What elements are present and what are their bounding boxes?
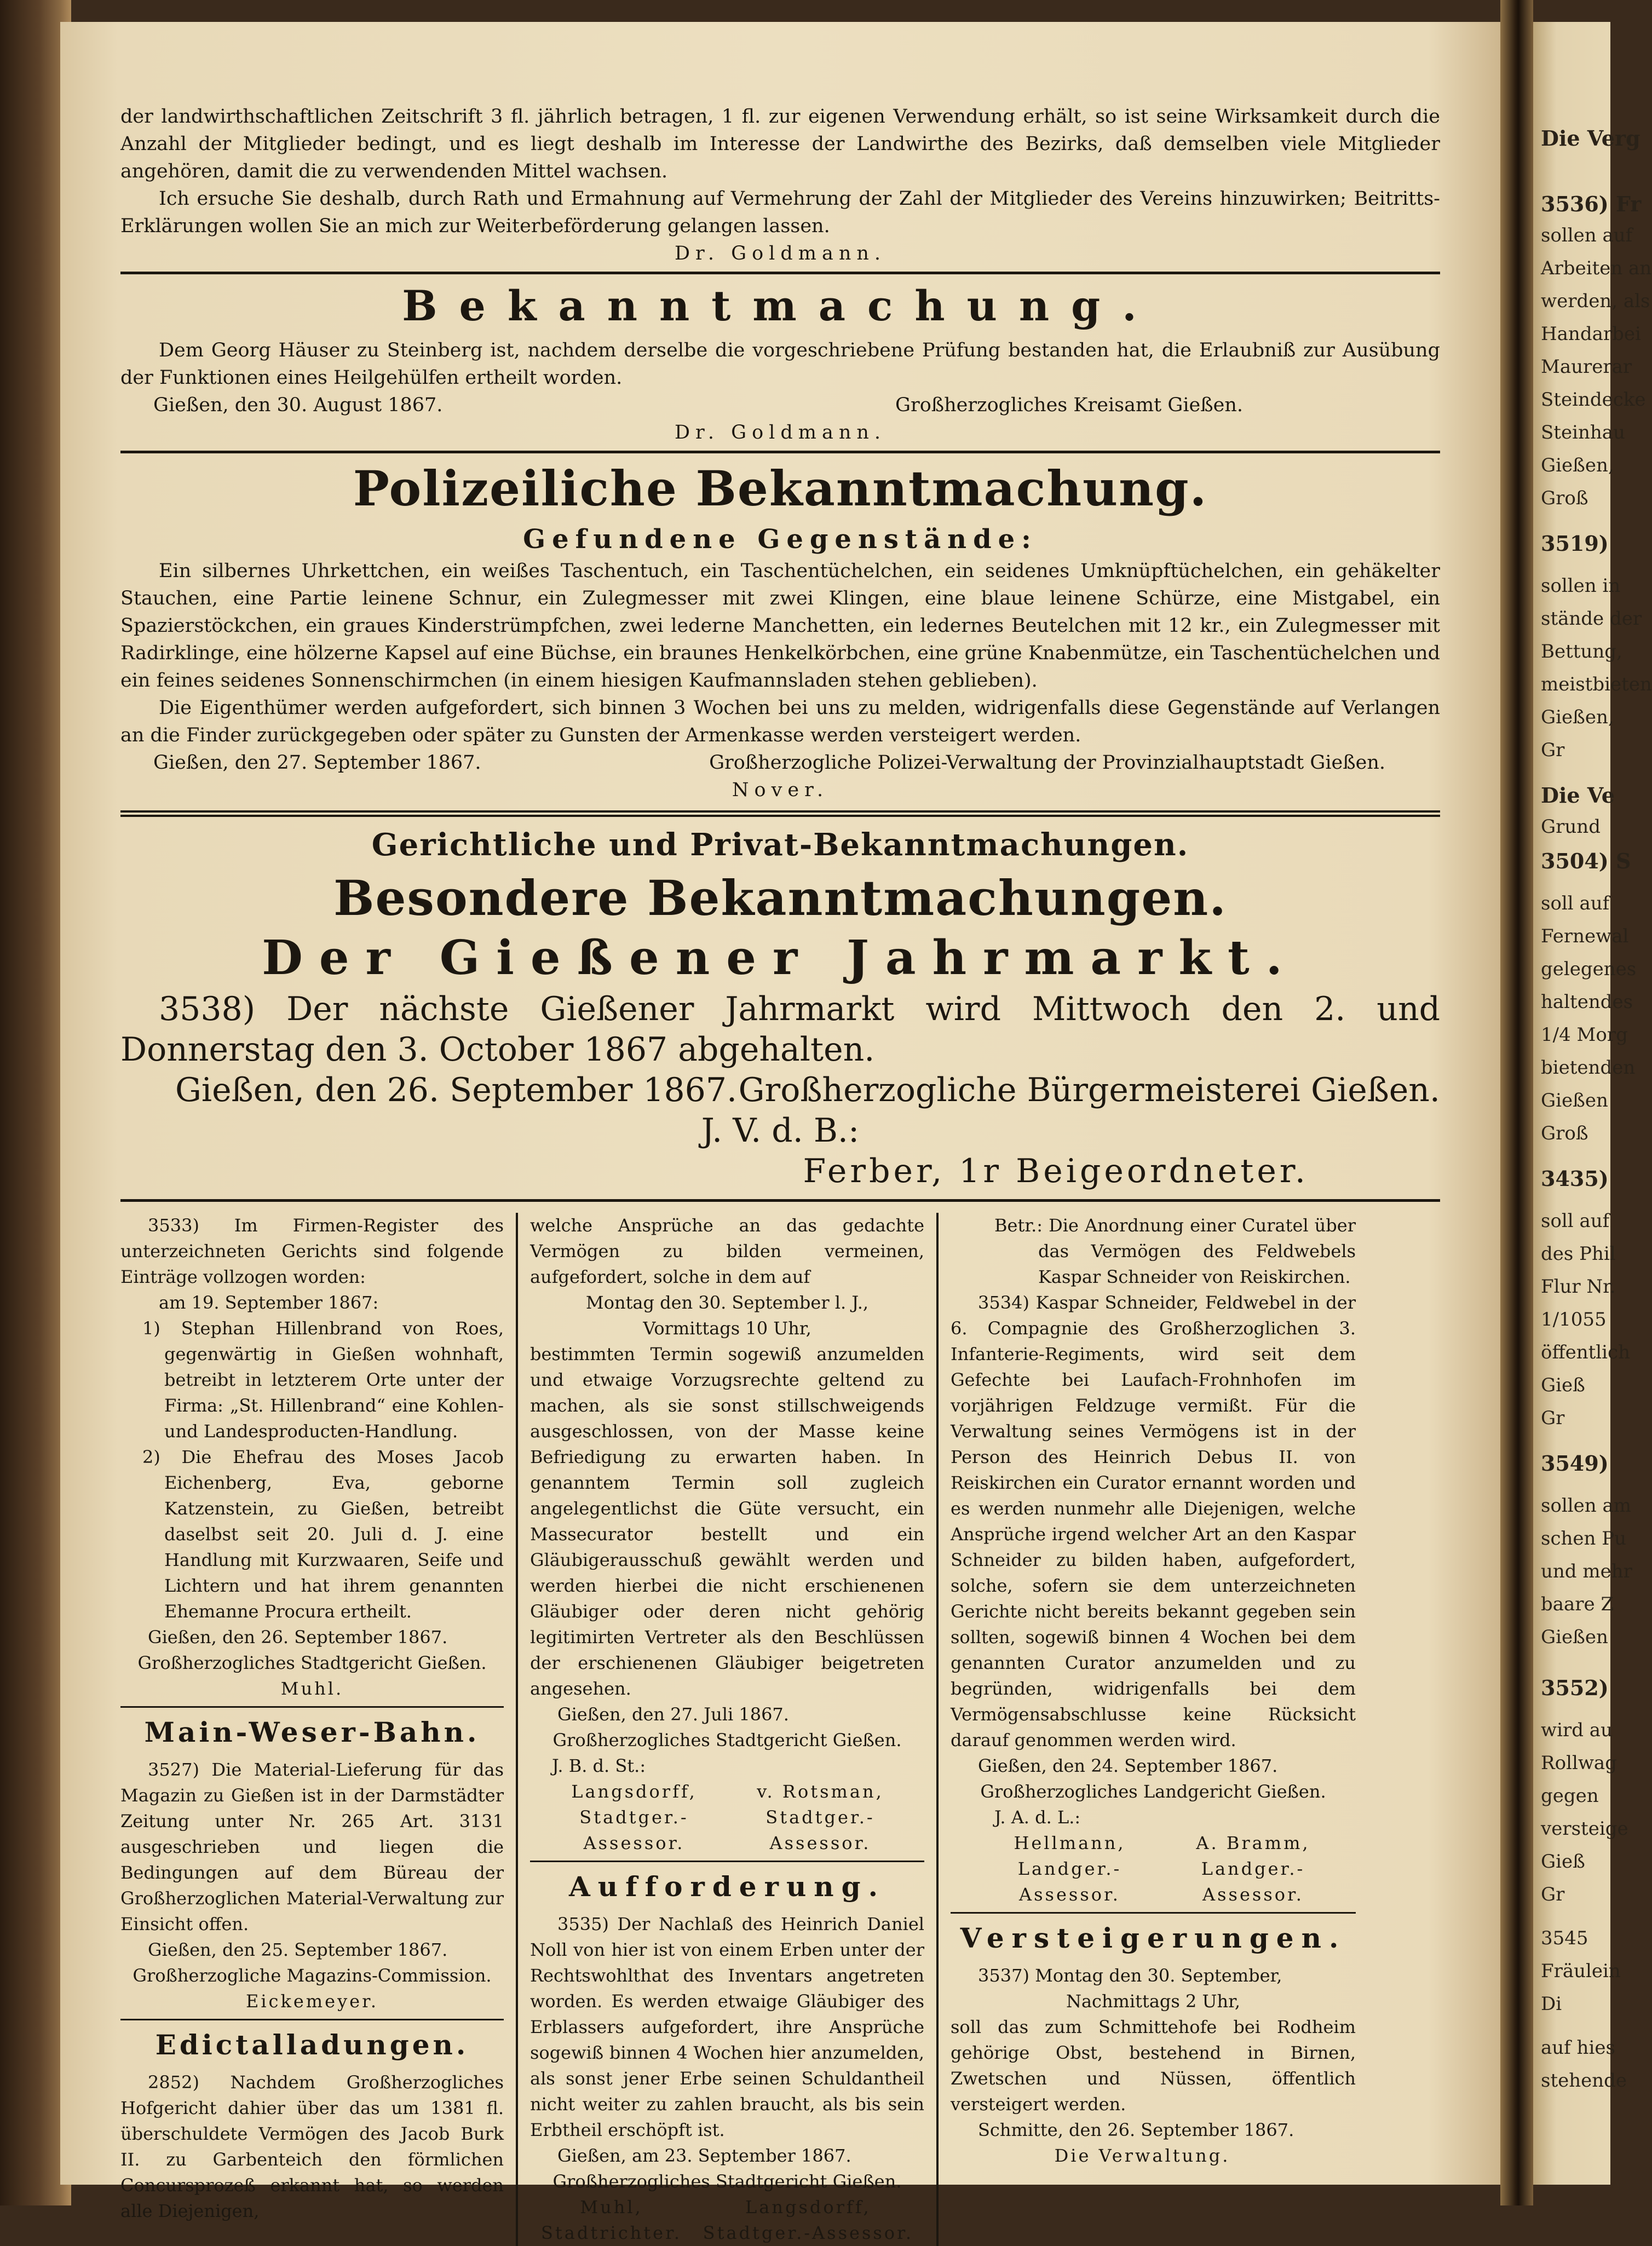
polizei-signature: Nover.: [732, 779, 829, 801]
right-page-fragment: Di: [1541, 1993, 1562, 2015]
notice-3537-signature: Die Verwaltung.: [1054, 2145, 1230, 2166]
notice-2852-cont2: bestimmten Termin sogewiß anzumelden und etwaige Vorzugsrechte geltend zu machen, als sie sonst stillschweigends ausgeschlossen, von der Masse keine Befriedigung zu erwarten haben. In genanntem Termin soll zugleich angelegentlichst die Güte versucht, ein Massecurator bestellt und ein Gläubigerausschuß gewählt werden und werden hierbei die nicht erschienenen Gläubiger oder deren nicht gehörig legitimirten Vertreter als den Beschlüssen der erschienenen Gläubiger beigetreten angesehen.: [530, 1344, 924, 1699]
notice-2852-authority: Großherzogliches Stadtgericht Gießen.: [552, 1730, 902, 1750]
notice-3535-signatures: [530, 2195, 924, 2246]
notice-2852-signatures: [530, 1779, 924, 1856]
notice-3527: 3527) Die Material-Lieferung für das Magazin zu Gießen ist in der Darmstädter Zeitung unter Nr. 265 Art. 3131 ausgeschrieben und liegen die Bedingungen auf dem Büreau der Großherzoglichen Material-Verwaltung zur Einsicht offen.: [120, 1759, 504, 1934]
right-page-fragment: Steinhau: [1541, 422, 1625, 444]
notice-2852-abbrev: J. B. d. St.:: [552, 1755, 646, 1776]
signature-name: Langsdorff,: [571, 1781, 697, 1802]
polizei-notice: Die Eigenthümer werden aufgefordert, sich binnen 3 Wochen bei uns zu melden, widrigenfalls diese Gegenstände auf Verlangen an die Finder zurückgegeben oder später zu Gunsten der Armenkasse werden versteigert werden.: [120, 697, 1440, 746]
right-page-fragment: gelegenes: [1541, 958, 1637, 980]
versteigerungen-heading: Versteigerungen.: [960, 1922, 1346, 1954]
notice-3533-date2: Gießen, den 26. September 1867.: [148, 1627, 448, 1648]
fair-abbrev: J. V. d. B.:: [701, 1112, 860, 1150]
column-3: [936, 1213, 1356, 2246]
notice-3533-intro: 3533) Im Firmen-Register des unterzeichneten Gerichts sind folgende Einträge vollzogen worden:: [120, 1215, 504, 1287]
signature-block: [541, 2195, 682, 2246]
right-page-fragment: sollen in: [1541, 575, 1621, 597]
right-page-fragment: Steindecke: [1541, 389, 1646, 411]
right-page-fragment: soll auf: [1541, 892, 1610, 914]
right-page-fragment: sollen auf: [1541, 224, 1633, 246]
signature-block: [703, 2195, 913, 2246]
right-page-fragment: soll auf: [1541, 1210, 1610, 1232]
book-gutter: [1500, 0, 1533, 2205]
signature-name: Muhl,: [580, 2197, 643, 2218]
fair-authority: Großherzogliche Bürgermeisterei Gießen.: [738, 1071, 1440, 1109]
right-page-fragment: stehende: [1541, 2070, 1627, 2092]
polizei-authority: Großherzogliche Polizei-Verwaltung der Provinzialhauptstadt Gießen.: [709, 752, 1385, 774]
right-page-edge: [1533, 22, 1652, 2185]
right-page-fragment: baare Z: [1541, 1593, 1614, 1615]
notice-3534: 3534) Kaspar Schneider, Feldwebel in der 6. Compagnie des Großherzoglichen 3. Infanterie-Regiments, wird seit dem Gefechte bei Laufach-Frohnhofen im vorjährigen Feldzuge vermißt. Für die Verwaltung seines Vermögens ist in der Person des Heinrich Debus II. von Reiskirchen ein Curator ernannt worden und es werden nunmehr alle Diejenigen, welche Ansprüche irgend welcher Art an den Kaspar Schneider zu bilden haben, aufgefordert, solche, sofern sie dem unterzeichneten Gerichte nicht bereits bekannt gegeben sein sollten, sogewiß binnen 4 Wochen bei dem genannten Curator anzumelden und zu begründen, widrigenfalls bei dem Vermögensabschlusse keine Rücksicht darauf genommen werden wird.: [951, 1292, 1356, 1750]
three-columns: [120, 1213, 1440, 2246]
bekanntmachung-authority: Großherzogliches Kreisamt Gießen.: [895, 394, 1243, 416]
signature-role: Stadtger.-Assessor.: [579, 1807, 689, 1853]
fair-heading: Der Gießener Jahrmarkt.: [262, 930, 1299, 986]
divider: [120, 451, 1440, 453]
section-heading: Gerichtliche und Privat-Bekanntmachungen.: [371, 827, 1189, 863]
signature-role: Stadtrichter.: [541, 2222, 682, 2243]
aufforderung-heading: Aufforderung.: [568, 1870, 886, 1903]
divider: [120, 1706, 504, 1708]
column-1: [120, 1213, 516, 2246]
bekanntmachung-date: Gießen, den 30. August 1867.: [153, 394, 443, 416]
right-page-fragment: haltendes: [1541, 991, 1633, 1013]
bekanntmachung-signature: Dr. Goldmann.: [674, 422, 887, 444]
right-page-fragment: versteige: [1541, 1818, 1628, 1840]
page-content: [120, 103, 1440, 2246]
right-page-fragment: gegen: [1541, 1785, 1599, 1807]
section-subheading: Besondere Bekanntmachungen.: [333, 869, 1227, 926]
notice-3533-item1: 1) Stephan Hillenbrand von Roes, gegenwärtig in Gießen wohnhaft, betreibt in letzterem Orte unter der Firma: „St. Hillenbrand“ eine Kohlen- und Landesproducten-Handlung.: [142, 1318, 504, 1442]
right-page-fragment: Arbeiten an: [1541, 257, 1652, 279]
betr-line: Betr.: Die Anordnung einer Curatel über das Vermögen des Feldwebels Kaspar Schneider von Reiskirchen.: [994, 1215, 1356, 1287]
divider: [951, 1912, 1356, 1914]
right-page-fragment: auf hies: [1541, 2037, 1615, 2059]
right-page-fragment: bietenden: [1541, 1057, 1636, 1079]
right-page-fragment: Die Ve: [1541, 783, 1615, 808]
right-page-fragment: 3504) S: [1541, 849, 1631, 873]
fair-signature: Ferber, 1r Beigeordneter.: [803, 1152, 1309, 1190]
notice-2852-date: Gießen, den 27. Juli 1867.: [557, 1704, 789, 1725]
right-page-fragment: Rollwag: [1541, 1752, 1617, 1774]
polizei-date: Gießen, den 27. September 1867.: [153, 752, 481, 774]
edictal-heading: Edictalladungen.: [155, 2029, 469, 2061]
notice-3534-signatures: [951, 1830, 1356, 1908]
fair-date: Gießen, den 26. September 1867.: [175, 1071, 738, 1109]
section-divider: [120, 810, 1440, 817]
right-page-fragment: des Phil: [1541, 1243, 1616, 1265]
right-page-fragment: 3549): [1541, 1451, 1609, 1476]
right-page-fragment: Groß: [1541, 1122, 1588, 1144]
signature-role: Stadtger.-Assessor.: [703, 2222, 913, 2243]
right-page-fragment: Gießen,: [1541, 706, 1614, 728]
bekanntmachung-text: Dem Georg Häuser zu Steinberg ist, nachdem derselbe die vorgeschriebene Prüfung bestanden hat, die Erlaubniß zur Ausübung der Funktionen eines Heilgehülfen ertheilt worden.: [120, 339, 1440, 389]
fair-text: 3538) Der nächste Gießener Jahrmarkt wird Mittwoch den 2. und Donnerstag den 3. October 1867 abgehalten.: [120, 990, 1440, 1069]
notice-3533-signature: Muhl.: [280, 1678, 344, 1699]
right-page-fragment: Gr: [1541, 1407, 1565, 1429]
notice-3535: 3535) Der Nachlaß des Heinrich Daniel Noll von hier ist von einem Erben unter der Rechtswohlthat des Inventars angetreten worden. Es werden etwaige Gläubiger des Erblassers aufgefordert, ihre Ansprüche sogewiß binnen 4 Wochen hier anzumelden, als sonst jener Erbe seinen Schuldantheil nicht weiter zu zahlen braucht, als bis sein Erbtheil erschöpft ist.: [530, 1914, 924, 2140]
top-signature: Dr. Goldmann.: [674, 243, 887, 264]
right-page-fragment: Fräulein: [1541, 1960, 1621, 1982]
right-page-fragment: Grund: [1541, 816, 1601, 838]
fair-date-row: [120, 1070, 1440, 1110]
notice-3527-date: Gießen, den 25. September 1867.: [148, 1939, 448, 1960]
right-page-fragment: stände der: [1541, 608, 1642, 630]
right-page-fragment: Maurerar: [1541, 356, 1632, 378]
notice-3527-signature: Eickemeyer.: [245, 1991, 379, 2012]
right-page-fragment: 3519): [1541, 531, 1609, 556]
notice-3533-item2: 2) Die Ehefrau des Moses Jacob Eichenberg, Eva, geborne Katzenstein, zu Gießen, betreibt daselbst seit 20. Juli d. J. eine Handlung mit Kurzwaaren, Seife und Lichtern und hat ihrem genannten Ehemanne Procura ertheilt.: [142, 1447, 504, 1622]
right-page-fragment: werden, als: [1541, 290, 1650, 312]
right-page-fragment: Flur Nr.: [1541, 1276, 1616, 1298]
right-page-fragment: 1/4 Morg: [1541, 1024, 1628, 1046]
signature-block: [978, 1830, 1161, 1908]
notice-3537-date: Schmitte, den 26. September 1867.: [978, 2120, 1294, 2140]
notice-3527-authority: Großherzogliche Magazins-Commission.: [133, 1965, 492, 1986]
polizei-heading: Polizeiliche Bekanntmachung.: [353, 460, 1208, 517]
signature-name: A. Bramm,: [1196, 1833, 1310, 1853]
polizei-subheading: Gefundene Gegenstände:: [523, 524, 1038, 555]
right-page-fragment: Handarbei: [1541, 323, 1641, 345]
polizei-date-row: [120, 749, 1440, 776]
divider: [120, 1199, 1440, 1202]
right-page-fragment: Gießen: [1541, 1090, 1608, 1112]
signature-block: [541, 1779, 727, 1856]
right-page-fragment: schen Pu: [1541, 1528, 1626, 1550]
top-request: Ich ersuche Sie deshalb, durch Rath und Ermahnung auf Vermehrung der Zahl der Mitglieder des Vereins hinzuwirken; Beitritts-Erklärungen wollen Sie an mich zur Weiterbeförderung gelangen lassen.: [120, 188, 1440, 237]
right-page-fragment: Gr: [1541, 739, 1565, 761]
right-page-fragment: 3435): [1541, 1166, 1609, 1191]
divider: [120, 272, 1440, 274]
notice-3537-a: 3537) Montag den 30. September,: [978, 1965, 1282, 1986]
right-page-fragment: wird au: [1541, 1719, 1613, 1741]
notice-3533-authority: Großherzogliches Stadtgericht Gießen.: [137, 1652, 487, 1673]
right-page-fragment: Gieß: [1541, 1374, 1585, 1396]
signature-name: Hellmann,: [1014, 1833, 1126, 1853]
right-page-fragment: Gieß: [1541, 1851, 1585, 1873]
notice-3534-authority: Großherzogliches Landgericht Gießen.: [980, 1781, 1326, 1802]
polizei-items: Ein silbernes Uhrkettchen, ein weißes Taschentuch, ein Taschentüchelchen, ein seidenes Umknüpftüchelchen, ein gehäkelter Stauchen, eine Partie leinene Schnur, ein Zulegmesser mit zwei Klingen, eine blaue leinene Schürze, eine Mistgabel, ein Spazierstöckchen, ein graues Kinderstrümpfchen, zwei lederne Manchetten, ein ledernes Beutelchen mit 12 kr., ein Zulegmesser mit Radirklinge, eine hölzerne Kapsel auf eine Büchse, ein braunes Henkelkörbchen, eine grüne Knabenmütze, ein Taschentüchelchen und ein feines seidenes Sonnenschirmchen (in einem hiesigen Kaufmannsladen stehen geblieben).: [120, 560, 1440, 692]
signature-role: Landger.-Assessor.: [1201, 1858, 1305, 1905]
notice-3535-authority: Großherzogliches Stadtgericht Gießen.: [552, 2171, 902, 2192]
bahn-heading: Main-Weser-Bahn.: [144, 1716, 480, 1748]
notice-3537-b: Nachmittags 2 Uhr,: [1066, 1991, 1241, 2012]
signature-block: [1161, 1830, 1345, 1908]
term-line-2: Vormittags 10 Uhr,: [643, 1318, 811, 1339]
right-page-fragment: öffentlich: [1541, 1341, 1630, 1363]
right-page-fragment: Die Verg: [1541, 126, 1641, 151]
right-page-fragment: meistbieten: [1541, 673, 1652, 695]
right-page-fragment: 3545: [1541, 1927, 1588, 1949]
notice-3534-abbrev: J. A. d. L.:: [994, 1807, 1081, 1828]
right-page-fragment: Fernewal: [1541, 925, 1629, 947]
notice-3533-date: am 19. September 1867:: [159, 1292, 379, 1313]
right-page-fragment: 3552): [1541, 1675, 1609, 1700]
signature-name: v. Rotsman,: [757, 1781, 884, 1802]
notice-2852-cont: welche Ansprüche an das gedachte Vermögen zu bilden vermeinen, aufgefordert, solche in dem auf: [530, 1215, 924, 1287]
bekanntmachung-date-row: [120, 391, 1440, 419]
right-page-fragment: 3536) Fr: [1541, 192, 1642, 216]
right-page-fragment: sollen am: [1541, 1495, 1632, 1517]
right-page-fragment: Gießen: [1541, 1626, 1608, 1648]
divider: [530, 1861, 924, 1862]
right-page-fragment: Gießen,: [1541, 454, 1614, 476]
notice-3535-date: Gießen, am 23. September 1867.: [557, 2145, 851, 2166]
term-line-1: Montag den 30. September l. J.,: [585, 1292, 869, 1313]
right-page-fragment: 1/1055: [1541, 1309, 1607, 1331]
right-page-fragment: Gr: [1541, 1884, 1565, 1905]
column-2: [516, 1213, 936, 2246]
signature-block: [727, 1779, 913, 1856]
notice-3537-c: soll das zum Schmittehofe bei Rodheim gehörige Obst, bestehend in Birnen, Zwetschen und Nüssen, öffentlich versteigert werden.: [951, 2017, 1356, 2115]
right-page-fragment: Bettung,: [1541, 641, 1622, 663]
notice-2852: 2852) Nachdem Großherzogliches Hofgericht dahier über das um 1381 fl. überschuldete Vermögen des Jacob Burk II. zu Garbenteich den förmlichen Concursprozeß erkannt hat, so werden alle Diejenigen,: [120, 2072, 504, 2221]
signature-role: Landger.-Assessor.: [1017, 1858, 1122, 1905]
right-page-fragment: Groß: [1541, 487, 1588, 509]
signature-name: Langsdorff,: [745, 2197, 871, 2218]
divider: [120, 2019, 504, 2020]
notice-3534-date: Gießen, den 24. September 1867.: [978, 1755, 1278, 1776]
signature-role: Stadtger.-Assessor.: [765, 1807, 875, 1853]
top-intro: der landwirthschaftlichen Zeitschrift 3 fl. jährlich betragen, 1 fl. zur eigenen Verwendung erhält, so ist seine Wirksamkeit durch die Anzahl der Mitglieder bedingt, und es liegt deshalb im Interesse der Landwirthe des Bezirks, daß demselben viele Mitglieder angehören, damit die zu verwendenden Mittel wachsen.: [120, 106, 1440, 182]
fair-notice: [120, 989, 1440, 1191]
bekanntmachung-heading: Bekanntmachung.: [402, 281, 1159, 330]
right-page-fragment: und mehr: [1541, 1560, 1632, 1582]
